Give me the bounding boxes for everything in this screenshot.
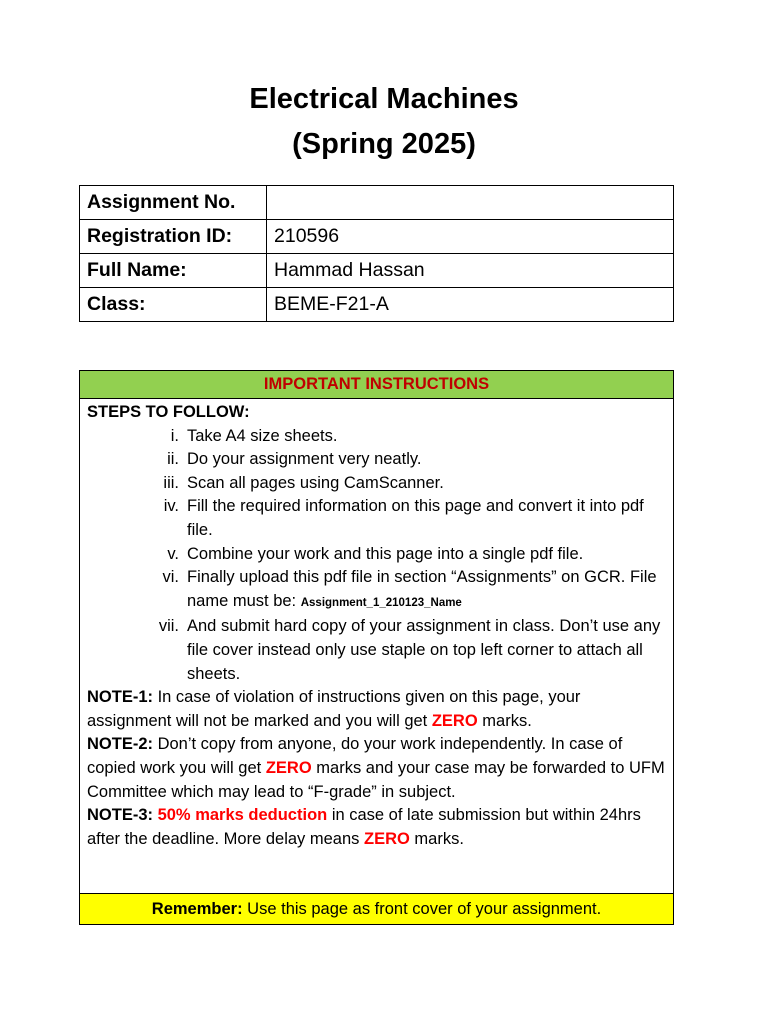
note-text: Don’t copy from anyone, do your work independently. In case of copied work you will get [87, 735, 623, 777]
file-name-example: Assignment_1_210123_Name [300, 596, 462, 609]
step-text: Fill the required information on this page and convert it into pdf file. [187, 497, 644, 539]
note-label: NOTE-3: [87, 806, 153, 825]
list-item [87, 615, 666, 686]
instructions-heading: IMPORTANT INSTRUCTIONS [80, 371, 673, 399]
step-number: vi. [162, 568, 179, 587]
info-table [79, 185, 674, 322]
note-text: In case of violation of instructions given on this page, your assignment will not be marked and you will get [87, 688, 581, 730]
list-item [87, 543, 666, 567]
document-subtitle: (Spring 2025) [292, 128, 476, 160]
list-item [87, 472, 666, 496]
table-row [80, 254, 674, 288]
step-text: Finally upload this pdf file in section “Assignments” on GCR. File name must be: [187, 568, 657, 610]
step-number: iv. [163, 497, 179, 516]
table-row [80, 220, 674, 254]
note-text: marks. [409, 829, 464, 848]
note-2 [87, 733, 666, 804]
list-item [87, 448, 666, 472]
note-3 [87, 804, 666, 851]
list-item [87, 566, 666, 615]
table-row [80, 288, 674, 322]
registration-id-value: 210596 [267, 220, 674, 254]
zero-highlight: ZERO [265, 758, 312, 777]
document-title: Electrical Machines [249, 83, 519, 115]
class-value: BEME-F21-A [267, 288, 674, 322]
deduction-highlight: 50% marks deduction [153, 806, 328, 825]
instructions-box [79, 370, 674, 925]
instructions-body [80, 399, 673, 868]
step-number: i. [170, 426, 179, 445]
assignment-no-value [267, 186, 674, 220]
list-item [87, 425, 666, 449]
remember-label: Remember: [151, 900, 243, 918]
zero-highlight: ZERO [364, 829, 410, 848]
note-label: NOTE-2: [87, 735, 153, 754]
step-number: ii. [167, 450, 179, 469]
step-number: vii. [158, 617, 179, 636]
list-item [87, 495, 666, 542]
step-text: Combine your work and this page into a single pdf file. [187, 544, 584, 563]
remember-text: Use this page as front cover of your assignment. [242, 900, 602, 918]
assignment-no-label: Assignment No. [80, 186, 267, 220]
class-label: Class: [80, 288, 267, 322]
step-number: iii. [163, 473, 179, 492]
table-row [80, 186, 674, 220]
step-text: And submit hard copy of your assignment in class. Don’t use any file cover instead only use staple on top left corner to attach all sheets. [187, 617, 661, 683]
remember-footer [80, 893, 673, 924]
step-number: v. [167, 544, 179, 563]
note-text: in case of late submission but within 24hrs after the deadline. More delay means [87, 806, 641, 848]
note-label: NOTE-1: [87, 688, 153, 707]
registration-id-label: Registration ID: [80, 220, 267, 254]
note-1 [87, 686, 666, 733]
full-name-value: Hammad Hassan [267, 254, 674, 288]
steps-list [87, 425, 666, 687]
full-name-label: Full Name: [80, 254, 267, 288]
step-text: Scan all pages using CamScanner. [187, 473, 444, 492]
step-text: Take A4 size sheets. [187, 426, 338, 445]
note-text: marks and your case may be forwarded to UFM Committee which may lead to “F-grade” in subject. [87, 758, 665, 801]
zero-highlight: ZERO [431, 711, 478, 730]
note-text: marks. [477, 711, 532, 730]
step-text: Do your assignment very neatly. [187, 450, 422, 469]
steps-title: STEPS TO FOLLOW: [87, 403, 250, 421]
